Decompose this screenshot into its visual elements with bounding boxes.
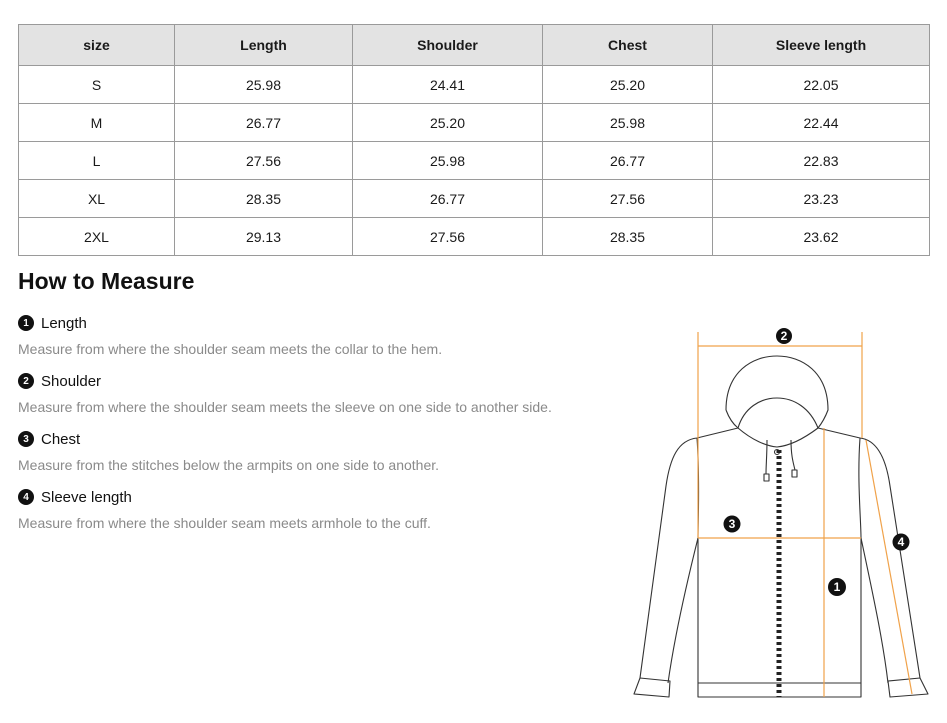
cell-chest: 27.56 [543, 180, 713, 218]
marker-1-icon [828, 578, 846, 596]
cell-shoulder: 27.56 [353, 218, 543, 256]
measure-label: Length [41, 314, 87, 332]
cell-shoulder: 25.98 [353, 142, 543, 180]
how-to-measure-title: How to Measure [18, 268, 195, 294]
measure-item-length [18, 312, 618, 370]
number-3-badge: 3 [18, 431, 34, 447]
hoodie-outline [634, 356, 928, 697]
table-row [19, 142, 930, 180]
cell-chest: 25.98 [543, 104, 713, 142]
marker-3-icon [724, 516, 741, 533]
measure-label: Shoulder [41, 372, 102, 390]
table-row [19, 218, 930, 256]
number-4-badge: 4 [18, 489, 34, 505]
cell-size: XL [19, 180, 175, 218]
cell-length: 27.56 [175, 142, 353, 180]
measure-item-chest [18, 428, 618, 486]
marker-4-icon [893, 534, 910, 551]
table-header-row [19, 25, 930, 66]
measure-label: Sleeve length [41, 488, 132, 506]
cell-size: L [19, 142, 175, 180]
header-sleeve-length: Sleeve length [713, 25, 930, 66]
table-row [19, 104, 930, 142]
header-shoulder: Shoulder [353, 25, 543, 66]
cell-chest: 26.77 [543, 142, 713, 180]
cell-chest: 28.35 [543, 218, 713, 256]
cell-chest: 25.20 [543, 66, 713, 104]
cell-sleeve-length: 22.83 [713, 142, 930, 180]
cell-sleeve-length: 22.44 [713, 104, 930, 142]
svg-text:4: 4 [897, 535, 905, 549]
measure-item-sleeve-length [18, 486, 618, 544]
svg-text:3: 3 [728, 517, 736, 531]
size-chart-table [18, 24, 930, 256]
cell-size: 2XL [19, 218, 175, 256]
header-length: Length [175, 25, 353, 66]
hoodie-measurement-diagram [620, 318, 947, 723]
cell-length: 29.13 [175, 218, 353, 256]
cell-shoulder: 24.41 [353, 66, 543, 104]
header-chest: Chest [543, 25, 713, 66]
measure-description: Measure from where the shoulder seam meets the sleeve on one side to another side. [18, 399, 552, 415]
measure-item-shoulder [18, 370, 618, 428]
cell-sleeve-length: 23.62 [713, 218, 930, 256]
cell-length: 26.77 [175, 104, 353, 142]
cell-sleeve-length: 22.05 [713, 66, 930, 104]
cell-size: S [19, 66, 175, 104]
cell-length: 28.35 [175, 180, 353, 218]
measure-description: Measure from the stitches below the armpits on one side to another. [18, 457, 440, 473]
measure-label: Chest [41, 430, 81, 448]
svg-text:1: 1 [833, 580, 841, 594]
number-1-badge: 1 [18, 315, 34, 331]
header-size: size [19, 25, 175, 66]
cell-length: 25.98 [175, 66, 353, 104]
measure-description: Measure from where the shoulder seam meets armhole to the cuff. [18, 515, 431, 531]
marker-2-icon [776, 328, 792, 344]
cell-sleeve-length: 23.23 [713, 180, 930, 218]
cell-shoulder: 26.77 [353, 180, 543, 218]
cell-size: M [19, 104, 175, 142]
table-row [19, 180, 930, 218]
measure-description: Measure from where the shoulder seam meets the collar to the hem. [18, 341, 443, 357]
number-2-badge: 2 [18, 373, 34, 389]
table-row [19, 66, 930, 104]
cell-shoulder: 25.20 [353, 104, 543, 142]
measure-instructions [18, 312, 618, 544]
svg-text:2: 2 [780, 329, 788, 343]
